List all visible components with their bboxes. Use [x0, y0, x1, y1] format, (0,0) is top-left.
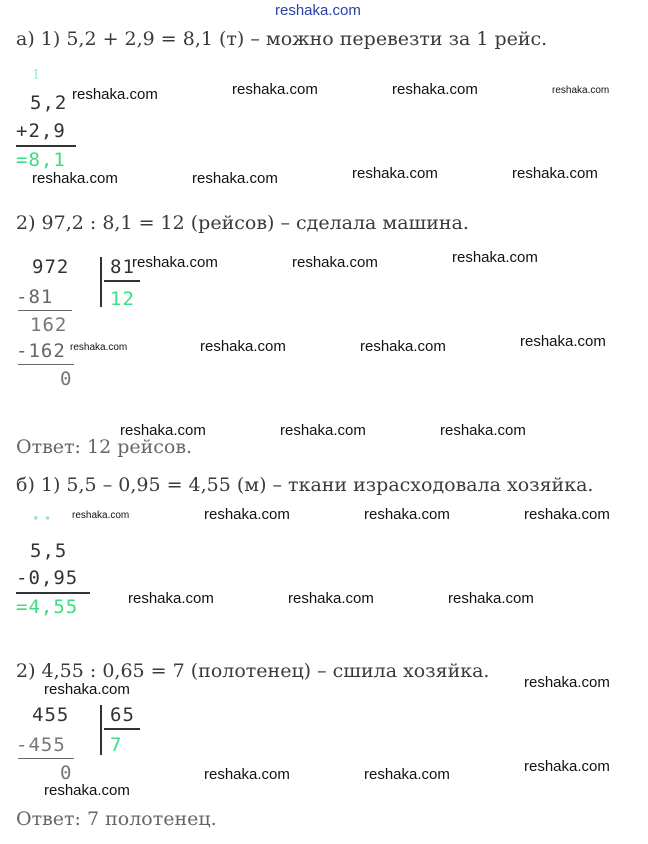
watermark: reshaka.com	[72, 510, 130, 521]
div2-line1	[18, 758, 74, 759]
part-a-step2: 2) 97,2 : 8,1 = 12 (рейсов) – сделала машина.	[16, 212, 469, 234]
watermark: reshaka.com	[520, 333, 606, 350]
div1-sub2: -162	[16, 340, 66, 362]
div1-dividend: 972	[32, 256, 70, 278]
sum-result: =8,1	[16, 149, 66, 171]
watermark: reshaka.com	[524, 506, 610, 523]
difference-result: =4,55	[16, 596, 79, 618]
watermark: reshaka.com	[452, 249, 538, 266]
div1-line1	[18, 310, 72, 311]
div1-rem2: 0	[60, 368, 73, 390]
site-header-watermark: reshaka.com	[275, 2, 361, 19]
watermark: reshaka.com	[120, 422, 206, 439]
watermark: reshaka.com	[280, 422, 366, 439]
part-b-answer: Ответ: 7 полотенец.	[16, 808, 217, 830]
addend-top: 5,2	[30, 92, 68, 114]
watermark: reshaka.com	[32, 170, 118, 187]
part-b-step2: 2) 4,55 : 0,65 = 7 (полотенец) – сшила хозяйка.	[16, 660, 490, 682]
carry-digit: 1	[32, 68, 41, 83]
watermark: reshaka.com	[440, 422, 526, 439]
watermark: reshaka.com	[448, 590, 534, 607]
watermark: reshaka.com	[44, 782, 130, 799]
div2-divisor: 65	[110, 704, 135, 726]
watermark: reshaka.com	[364, 506, 450, 523]
watermark: reshaka.com	[70, 342, 128, 353]
part-a-step1: а) 1) 5,2 + 2,9 = 8,1 (т) – можно перевезти за 1 рейс.	[16, 28, 548, 50]
borrow-marks: • •	[32, 512, 52, 527]
watermark: reshaka.com	[72, 86, 158, 103]
div2-sub1: -455	[16, 734, 66, 756]
minuend: 5,5	[30, 540, 68, 562]
subtrahend: -0,95	[16, 567, 79, 589]
watermark: reshaka.com	[232, 81, 318, 98]
difference-line	[16, 592, 90, 594]
watermark: reshaka.com	[192, 170, 278, 187]
div2-dividend: 455	[32, 704, 70, 726]
div1-sub1: -81	[16, 286, 54, 308]
watermark: reshaka.com	[364, 766, 450, 783]
div2-bar	[100, 705, 102, 755]
watermark: reshaka.com	[204, 506, 290, 523]
watermark: reshaka.com	[512, 165, 598, 182]
watermark: reshaka.com	[128, 590, 214, 607]
watermark: reshaka.com	[524, 674, 610, 691]
part-b-step1: б) 1) 5,5 – 0,95 = 4,55 (м) – ткани израсходовала хозяйка.	[16, 474, 594, 496]
div1-line2	[18, 364, 74, 365]
sum-line	[16, 145, 76, 147]
watermark: reshaka.com	[392, 81, 478, 98]
watermark: reshaka.com	[204, 766, 290, 783]
watermark: reshaka.com	[288, 590, 374, 607]
div2-rem1: 0	[60, 762, 73, 784]
watermark: reshaka.com	[200, 338, 286, 355]
div1-bar	[100, 257, 102, 307]
div1-quotient: 12	[110, 288, 135, 310]
watermark: reshaka.com	[360, 338, 446, 355]
watermark: reshaka.com	[352, 165, 438, 182]
watermark: reshaka.com	[132, 254, 218, 271]
div1-divisor: 81	[110, 256, 135, 278]
addend-bottom: +2,9	[16, 120, 66, 142]
div1-divisor-line	[104, 280, 140, 282]
watermark: reshaka.com	[524, 758, 610, 775]
part-a-answer: Ответ: 12 рейсов.	[16, 436, 193, 458]
div2-quotient: 7	[110, 734, 123, 756]
div1-rem1: 162	[30, 314, 68, 336]
watermark: reshaka.com	[552, 85, 610, 96]
div2-divisor-line	[104, 728, 140, 730]
watermark: reshaka.com	[292, 254, 378, 271]
watermark: reshaka.com	[44, 681, 130, 698]
